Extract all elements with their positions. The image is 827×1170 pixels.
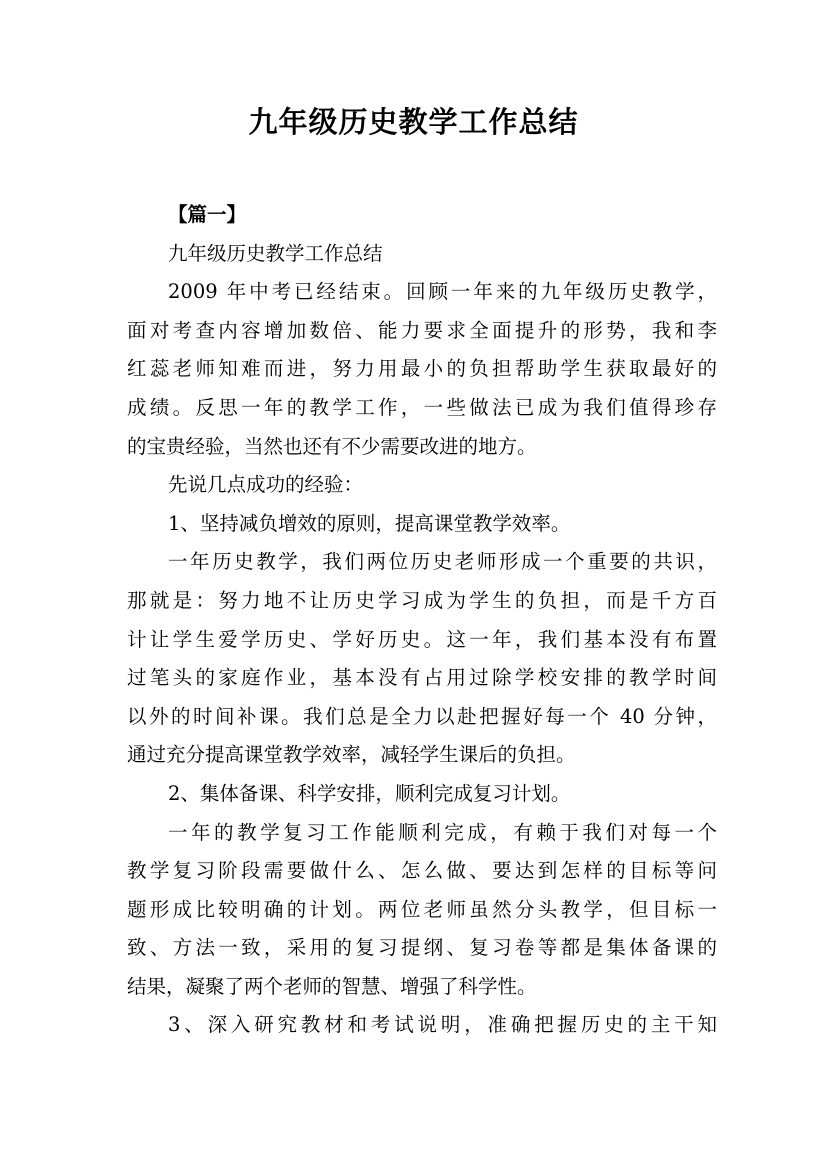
text-line: 结果，凝聚了两个老师的智慧、增强了科学性。: [127, 974, 537, 998]
text-line: 1、坚持减负增效的原则，提高课堂教学效率。: [168, 511, 571, 535]
text-line: 通过充分提高课堂教学效率，减轻学生课后的负担。: [127, 743, 576, 767]
document-title: 九年级历史教学工作总结: [248, 105, 579, 139]
text-line: 致、方法一致，采用的复习提纲、复习卷等都是集体备课的: [127, 936, 717, 960]
text-line: 3、深入研究教材和考试说明，准确把握历史的主干知: [168, 1013, 717, 1037]
text-line: 过笔头的家庭作业，基本没有占用过除学校安排的教学时间: [127, 666, 717, 690]
text-line: 的宝贵经验，当然也还有不少需要改进的地方。: [127, 434, 537, 458]
text-line: 成绩。反思一年的教学工作，一些做法已成为我们值得珍存: [127, 395, 717, 419]
text-line: 以外的时间补课。我们总是全力以赴把握好每一个 40 分钟，: [127, 704, 717, 728]
text-line: 教学复习阶段需要做什么、怎么做、要达到怎样的目标等问: [127, 859, 717, 883]
text-line: 先说几点成功的经验：: [168, 473, 364, 497]
section-tag: 【篇一】: [168, 203, 247, 226]
text-line: 一年的教学复习工作能顺利完成，有赖于我们对每一个: [168, 820, 717, 844]
text-line: 面对考查内容增加数倍、能力要求全面提升的形势，我和李: [127, 318, 717, 342]
text-line: 九年级历史教学工作总结: [168, 241, 383, 265]
text-line: 一年历史教学，我们两位历史老师形成一个重要的共识，: [168, 550, 717, 574]
document-body: [127, 196, 717, 1045]
text-line: 题形成比较明确的计划。两位老师虽然分头教学，但目标一: [127, 897, 717, 921]
text-line: 2、集体备课、科学安排，顺利完成复习计划。: [168, 781, 571, 805]
text-line: 2009 年中考已经结束。回顾一年来的九年级历史教学，: [168, 280, 717, 304]
text-line: 那就是：努力地不让历史学习成为学生的负担，而是千方百: [127, 588, 717, 612]
text-line: 计让学生爱学历史、学好历史。这一年，我们基本没有布置: [127, 627, 717, 651]
text-line: 红蕊老师知难而进，努力用最小的负担帮助学生获取最好的: [127, 357, 717, 381]
